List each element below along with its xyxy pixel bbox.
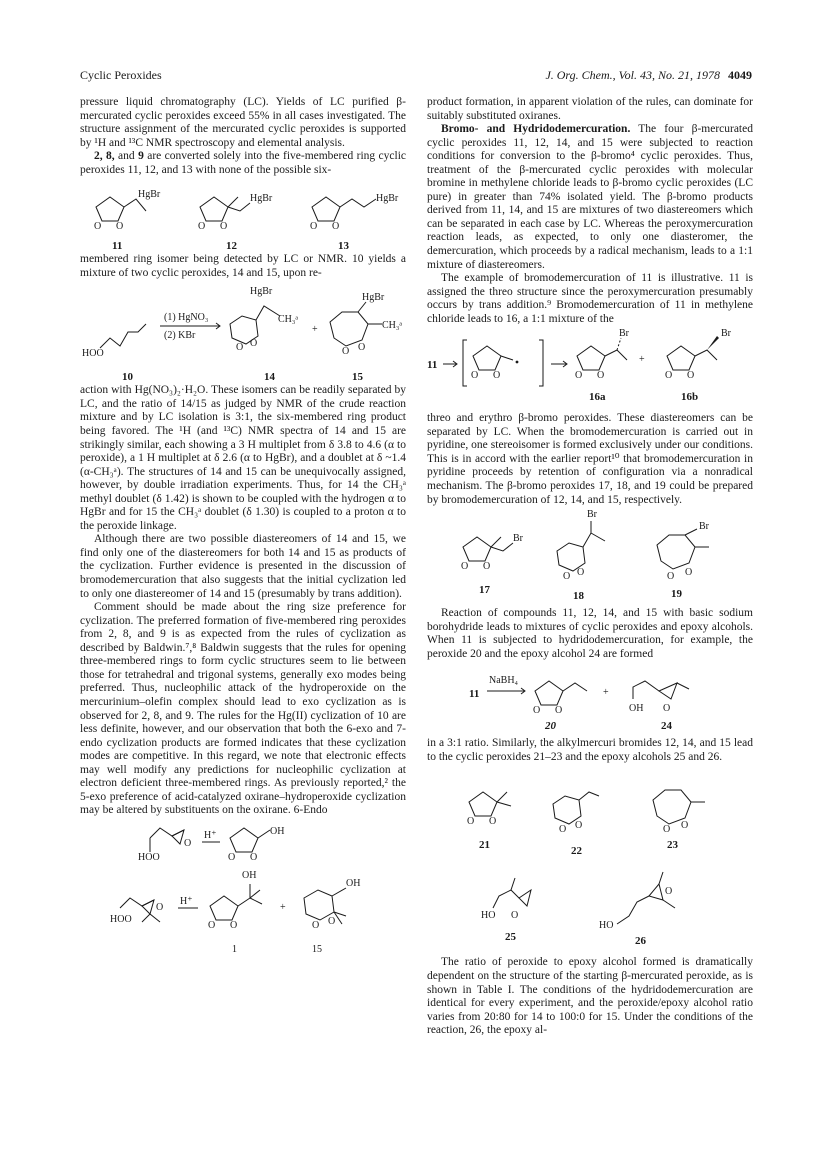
bold-ref: 2, 8, bbox=[94, 150, 115, 163]
atom-label: O bbox=[328, 915, 336, 927]
atom-label: OH bbox=[346, 877, 361, 889]
atom-label: O bbox=[563, 571, 571, 583]
atom-label: O bbox=[250, 851, 258, 863]
atom-label: O bbox=[663, 824, 671, 836]
atom-label: O bbox=[511, 910, 519, 922]
atom-label: O bbox=[184, 837, 192, 849]
compound-number: 15 bbox=[352, 371, 363, 384]
atom-label: O bbox=[230, 919, 238, 931]
atom-label: O bbox=[687, 370, 695, 382]
atom-label: O bbox=[358, 342, 366, 354]
atom-label: HgBr bbox=[362, 292, 385, 304]
paragraph: threo and erythro β-bromo peroxides. These diastereomers can be separated by LC. When the bromodemercuration is carried out in pyridine, one stereoisomer is formed exclusively under our conditions. This is in accord with the earlier report¹⁰ that bromodemercuration in pyridine proceeds by retention of configuration via a nonradical mechanism. The β-bromo peroxides 17, 18, and 19 could be prepared by bromodemercuration of 12, 14, and 15, respectively. bbox=[427, 412, 753, 506]
running-title: Cyclic Peroxides bbox=[80, 68, 162, 82]
scheme-hydridodemercuration bbox=[427, 661, 753, 731]
compound-number: 21 bbox=[479, 839, 490, 852]
atom-label: HOO bbox=[110, 913, 132, 925]
atom-label: HOO bbox=[82, 348, 104, 360]
atom-label: O bbox=[483, 561, 491, 573]
bold-ref: 9 bbox=[138, 150, 144, 163]
structure-14 bbox=[230, 286, 298, 383]
text-span: and bbox=[114, 150, 139, 163]
reagent-label: (1) HgNO₃ bbox=[164, 312, 209, 324]
plus-sign: + bbox=[603, 687, 609, 699]
compound-number: 16b bbox=[681, 391, 699, 404]
atom-label: O bbox=[575, 820, 583, 832]
atom-label: O bbox=[116, 221, 124, 233]
structure-10 bbox=[82, 324, 146, 383]
structure-24 bbox=[629, 681, 689, 732]
scheme-10-to-14-15 bbox=[80, 280, 406, 384]
compound-number: 10 bbox=[122, 371, 133, 384]
atom-label: Br bbox=[587, 509, 597, 521]
compound-number: 25 bbox=[505, 931, 516, 944]
scheme-acid-cyclization bbox=[80, 818, 406, 958]
paragraph: pressure liquid chromatography (LC). Yields of LC purified β-mercurated cyclic peroxides exceed 55% in all cases investigated. The structure assignment of the mercurated cyclic peroxides is supported by ¹H and ¹³C NMR spectroscopy and elemental analysis. bbox=[80, 96, 406, 149]
paragraph: action with Hg(NO₃)₂·H₂O. These isomers can be readily separated by LC, and the ratio of 14/15 as judged by NMR of the crude reaction mixture and by LC isolation is 3:1, the six-membered ring product being favored. The ¹H (and ¹³C) NMR spectra of 14 and 15 are strikingly similar, each showing a 3 H multiplet from δ 3.8 to 4.6 (α to peroxide), a 1 H multiplet at δ 2.6 (α to HgBr), and a doublet at δ ~1.4 (α-CH₃ᵃ). The structures of 14 and 15 can be unequivocally assigned, however, by double irradiation experiments. Thus, for 14 the CH₃ᵃ methyl doublet (δ 1.42) is shown to be coupled with the hydrogen α to HgBr and for 15 the CH₃ᵃ doublet (δ 1.30) is coupled to a proton α to the peroxide linkage. bbox=[80, 384, 406, 532]
compound-number: 22 bbox=[571, 845, 582, 858]
atom-label: O bbox=[575, 370, 583, 382]
structure-17 bbox=[461, 533, 524, 596]
atom-label: O bbox=[220, 221, 228, 233]
atom-label: O bbox=[250, 338, 258, 350]
structure-product-5-exo bbox=[228, 826, 284, 863]
paragraph: The example of bromodemercuration of 11 is illustrative. 11 is assigned the threo structure since the peroxymercuration presumably occurs by trans addition.⁹ Bromodemercuration of 11 in methylene chloride leads to 16, a 1:1 mixture of the bbox=[427, 272, 753, 325]
text-span: The four β-mercurated cyclic peroxides 11, 12, 14, and 15 were subjected to reaction conditions for conversion to the β-bromo⁴ cyclic peroxides. Thus, treatment of the β-mercurated cyclic peroxides with molecular bromine in methylene chloride leads to β-bromo cyclic peroxides (LC pure) in greater than 74% isolated yield. The β-bromo products derived from 11, 14, and 15 are mixtures of two diastereomers which can be separated in each case by LC. Whereas the peroxymercuration reaction leads, as expected, to only one diasteromer, the demercuration, which proceeds by a radical mechanism, leads to a 1:1 mixture of diastereomers. bbox=[427, 123, 753, 271]
scheme-bromo-peroxides bbox=[427, 507, 753, 603]
atom-label: OH bbox=[629, 703, 644, 715]
structure-22 bbox=[553, 792, 599, 857]
atom-label: O bbox=[208, 919, 216, 931]
page-number: 4049 bbox=[728, 68, 752, 82]
atom-label: CH₃ᵃ bbox=[382, 320, 403, 332]
atom-label: O bbox=[559, 824, 567, 836]
paragraph: Reaction of compounds 11, 12, 14, and 15 with basic sodium borohydride leads to mixtures of cyclic peroxides and epoxy alcohols. When 11 is subjected to hydridodemercuration, for example, the peroxide 20 and the epoxy alcohol 24 are formed bbox=[427, 607, 753, 660]
atom-label: OH bbox=[270, 825, 285, 837]
compound-number: 1 bbox=[232, 943, 237, 955]
paragraph: The ratio of peroxide to epoxy alcohol formed is dramatically dependent on the structure of the starting β-mercurated peroxide, as is shown in Table I. The conditions of the hydridodemercuration are identical for every experiment, and the peroxide/epoxy alcohol ratio varies from 20:80 for 14 to 100:0 for 15. Under the conditions of the reaction, 26, the epoxy al- bbox=[427, 956, 753, 1037]
atom-label: O bbox=[663, 703, 671, 715]
paragraph: Although there are two possible diastereomers of 14 and 15, we find only one of the diastereomers for both 14 and 15 as products of the cyclization. Further evidence is presented in the discussion of bromodemercuration that also suggests that the initial cyclization led to only one diastereomer of 14 and 15 (presumably by trans addition). bbox=[80, 533, 406, 600]
atom-label: O bbox=[342, 346, 350, 358]
atom-label: O bbox=[156, 901, 164, 913]
compound-number: 15 bbox=[312, 943, 322, 955]
plus-sign: + bbox=[280, 901, 286, 913]
compound-number: 11 bbox=[427, 359, 438, 372]
structure-21 bbox=[467, 792, 511, 851]
atom-label: HgBr bbox=[250, 193, 273, 205]
scheme-bromodemercuration bbox=[427, 326, 753, 404]
compound-number: 14 bbox=[264, 371, 275, 384]
compound-number: 23 bbox=[667, 839, 678, 852]
compound-number: 16a bbox=[589, 391, 606, 404]
paragraph bbox=[80, 150, 406, 177]
paragraph: in a 3:1 ratio. Similarly, the alkylmercuri bromides 12, 14, and 15 lead to the cyclic peroxides 21–23 and the epoxy alcohols 25 and 26. bbox=[427, 737, 753, 763]
structure-16a bbox=[575, 328, 630, 403]
paragraph: membered ring isomer being detected by LC or NMR. 10 yields a mixture of two cyclic peroxides, 14 and 15, upon re- bbox=[80, 253, 406, 279]
atom-label: HgBr bbox=[250, 286, 273, 298]
reagent-label: NaBH₄ bbox=[489, 675, 519, 687]
structure-20 bbox=[533, 681, 587, 732]
section-heading: Bromo- and Hydridodemercuration. bbox=[441, 123, 631, 136]
structure-1 bbox=[208, 870, 262, 955]
atom-label: O bbox=[471, 370, 479, 382]
atom-label: HOO bbox=[138, 851, 160, 863]
plus-sign: + bbox=[639, 354, 645, 366]
reagent-label: H⁺ bbox=[180, 895, 193, 907]
atom-label: HgBr bbox=[376, 193, 399, 205]
compound-number: 12 bbox=[226, 240, 237, 253]
compound-number: 24 bbox=[661, 720, 672, 733]
structure-epoxy-hydroperoxide bbox=[138, 828, 191, 863]
paragraph bbox=[427, 123, 753, 272]
atom-label: O bbox=[312, 919, 320, 931]
atom-label: O bbox=[94, 221, 102, 233]
compound-number: 26 bbox=[635, 935, 646, 948]
atom-label: HO bbox=[481, 910, 496, 922]
atom-label: O bbox=[665, 370, 673, 382]
reagent-label: (2) KBr bbox=[164, 330, 196, 342]
paragraph: product formation, in apparent violation of the rules, can dominate for suitably substituted oxiranes. bbox=[427, 96, 753, 122]
structure-25 bbox=[481, 878, 531, 943]
right-column bbox=[427, 96, 753, 1038]
page-header bbox=[80, 68, 752, 84]
structure-19 bbox=[657, 521, 710, 600]
structure-15-alt bbox=[304, 878, 360, 955]
structure-16b bbox=[665, 328, 732, 403]
reaction-arrow bbox=[160, 312, 220, 341]
atom-label: O bbox=[681, 820, 689, 832]
structure-18 bbox=[557, 509, 605, 602]
atom-label: O bbox=[685, 567, 693, 579]
compound-number: 13 bbox=[338, 240, 349, 253]
atom-label: HO bbox=[599, 920, 614, 932]
atom-label: O bbox=[597, 370, 605, 382]
compound-number: 19 bbox=[671, 588, 682, 601]
atom-label: Br bbox=[513, 533, 523, 545]
atom-label: O bbox=[236, 342, 244, 354]
atom-label: O bbox=[577, 567, 585, 579]
atom-label: O bbox=[228, 851, 236, 863]
atom-label: O bbox=[310, 221, 318, 233]
atom-label: Br bbox=[721, 328, 731, 340]
compound-number: 20 bbox=[545, 720, 556, 733]
structure-23 bbox=[653, 790, 705, 851]
atom-label: HgBr bbox=[138, 189, 161, 201]
compound-number: 11 bbox=[112, 240, 123, 253]
atom-label: O bbox=[667, 571, 675, 583]
atom-label: O bbox=[533, 705, 541, 717]
atom-label: O bbox=[493, 370, 501, 382]
left-column bbox=[80, 96, 406, 958]
journal-ref: J. Org. Chem., Vol. 43, No. 21, 1978 bbox=[545, 68, 720, 82]
atom-label: Br bbox=[619, 328, 629, 340]
compound-number: 18 bbox=[573, 590, 584, 603]
atom-label: O bbox=[489, 816, 497, 828]
compound-number: 17 bbox=[479, 584, 490, 597]
atom-label: O bbox=[467, 816, 475, 828]
atom-label: O bbox=[665, 886, 673, 898]
scheme-products-21-26 bbox=[427, 764, 753, 950]
atom-label: CH₃ᵃ bbox=[278, 314, 299, 326]
structure-radical-intermediate bbox=[463, 340, 543, 386]
atom-label: O bbox=[332, 221, 340, 233]
atom-label: Br bbox=[699, 521, 709, 533]
reagent-label: H⁺ bbox=[204, 829, 217, 841]
atom-label: O bbox=[461, 561, 469, 573]
atom-label: O bbox=[555, 705, 563, 717]
journal-citation bbox=[545, 68, 752, 83]
compound-number: 11 bbox=[469, 688, 480, 701]
paragraph: Comment should be made about the ring size preference for cyclization. The preferred formation of five-membered ring peroxides from 2, 8, and 9 is as expected from the rules of cyclization as described by Baldwin.⁷,⁸ Baldwin suggests that the rules for opening three-membered rings to form cyclic structures seem to lie between those for tetrahedral and trigonal systems, generally exo modes being preferred. Thus, nucleophilic attack of the hydroperoxide on the mercurinium–olefin complex should lead to exo cyclization as is observed for 2, 8, and 9. The rules for the Hg(II) cyclization of 10 are less definite, however, and our observation that both the 6-exo and 7-endo cyclization products are formed indicates that these cyclization modes are competitive. In this regard, we note that electronic effects may well modify any predictions for nucleophilic cyclization at electron deficient three-membered rings. As previously reported,² the 5-exo preference of acid-catalyzed oxirane–hydroperoxide cyclization may be altered by substituents on the oxirane. 6-Endo bbox=[80, 601, 406, 817]
structure-15 bbox=[330, 292, 402, 383]
scheme-mercurated-peroxides bbox=[80, 177, 406, 253]
plus-sign: + bbox=[312, 324, 318, 336]
atom-label: O bbox=[198, 221, 206, 233]
structure-26 bbox=[599, 872, 675, 947]
structure-dimethyl-epoxy-hydroperoxide bbox=[110, 898, 163, 925]
text-span: are converted solely into the five-membered ring cyclic peroxides 11, 12, and 13 with none of the possible six- bbox=[80, 150, 406, 176]
atom-label: OH bbox=[242, 869, 257, 881]
